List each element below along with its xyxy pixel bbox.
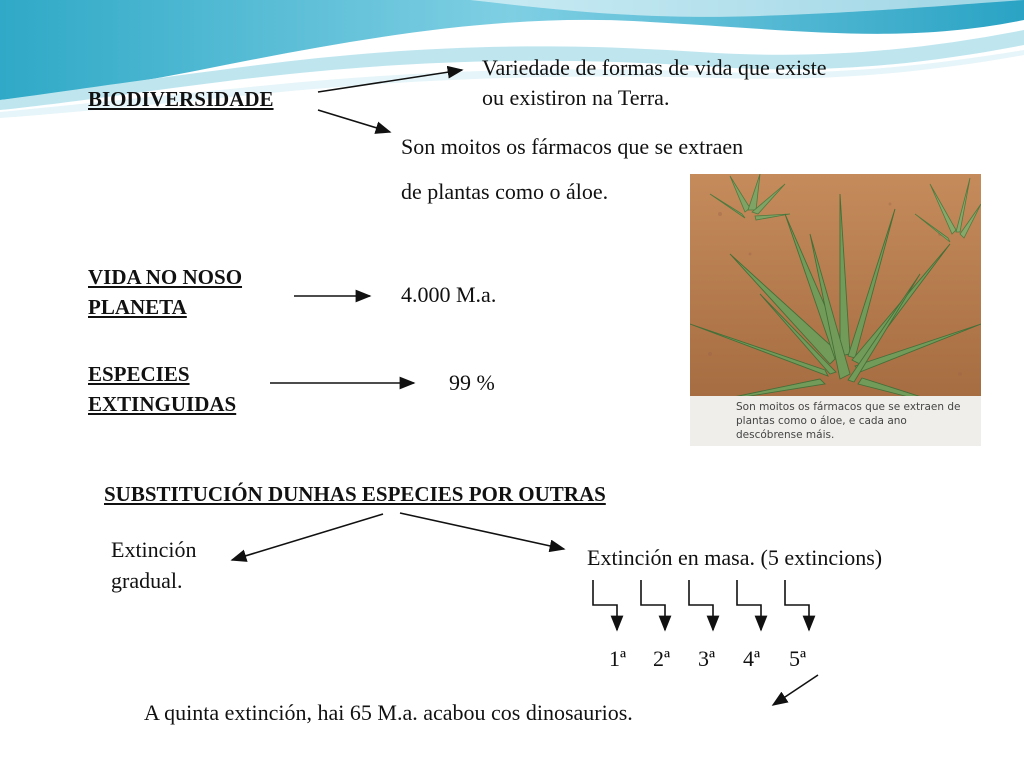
heading-vida-line2: PLANETA [88, 295, 187, 319]
arrow-quinta [773, 675, 818, 705]
farmacos-line1: Son moitos os fármacos que se extraen [401, 134, 744, 159]
heading-especies-line2: EXTINGUIDAS [88, 392, 237, 416]
arrow-to-definition [318, 70, 462, 92]
extinction-5: 5ª [789, 646, 807, 671]
gradual-line2: gradual. [111, 568, 183, 593]
arrow-to-farmacos [318, 110, 390, 132]
extinction-step-arrows [593, 580, 809, 630]
farmacos-line2: de plantas como o áloe. [401, 179, 609, 204]
heading-especies-line1: ESPECIES [88, 362, 190, 386]
arrow-gradual [232, 514, 383, 560]
photo-caption: Son moitos os fármacos que se extraen de plantas como o áloe, e cada ano descóbrense máis. [736, 401, 961, 441]
extinction-1: 1ª [609, 646, 627, 671]
masa-text: Extinción en masa. (5 extincions) [587, 545, 883, 570]
extinction-3: 3ª [698, 646, 716, 671]
heading-vida-line1: VIDA NO NOSO [88, 265, 243, 289]
definition-line1: Variedade de formas de vida que existe [482, 55, 827, 80]
gradual-line1: Extinción [111, 537, 197, 562]
extinction-2: 2ª [653, 646, 671, 671]
quinta-text: A quinta extinción, hai 65 M.a. acabou cos dinosaurios. [144, 700, 633, 725]
vida-value: 4.000 M.a. [401, 282, 497, 307]
arrow-masa [400, 513, 564, 549]
extinction-4: 4ª [743, 646, 761, 671]
definition-line2: ou existiron na Terra. [482, 85, 670, 110]
heading-substitucion: SUBSTITUCIÓN DUNHAS ESPECIES POR OUTRAS [104, 482, 606, 506]
aloe-photo [690, 174, 981, 446]
heading-biodiversidade: BIODIVERSIDADE [88, 87, 274, 111]
especies-value: 99 % [449, 370, 495, 395]
